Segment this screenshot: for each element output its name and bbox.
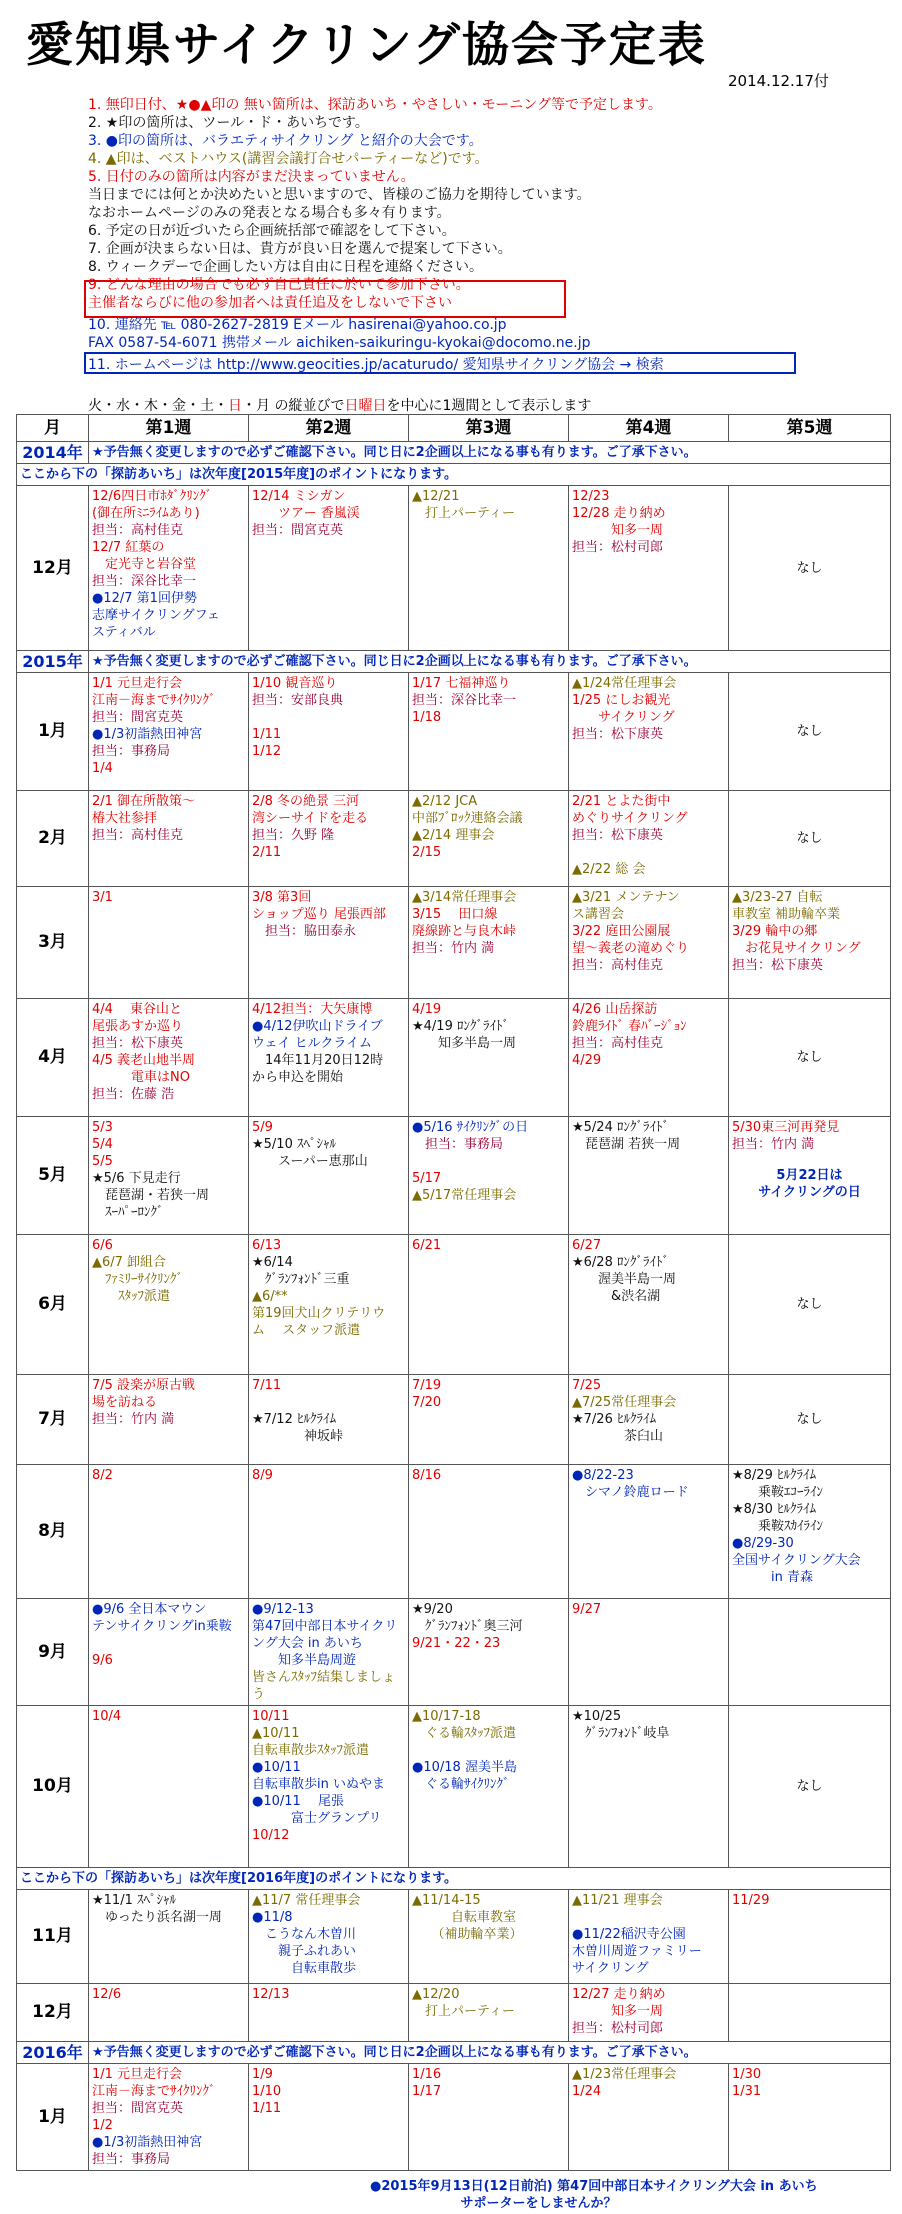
schedule-cell [409, 887, 569, 999]
footer-note: ●2015年9月13日(12日前泊) 第47回中部日本サイクリング大会 in あいち サポーターをしませんか？ [370, 2179, 818, 2211]
event: 2/8 冬の絶景 三河 湾シーサイドを走る [252, 794, 369, 826]
event: 担当：竹内 満 [412, 941, 495, 956]
schedule-cell [89, 1599, 249, 1706]
event: 5/3 5/4 5/5 [92, 1120, 113, 1169]
event: 担当：高村佳克 [572, 1036, 664, 1051]
event: ●11/8 こうなん木曽川 親子ふれあい 自転車散歩 [252, 1910, 357, 1976]
event: 9/21・22・23 [412, 1636, 501, 1651]
note-2: 2. ★印の箇所は、ツール・ド・あいちです。 [88, 115, 369, 131]
event: 6/27 [572, 1238, 602, 1253]
schedule-cell [249, 1117, 409, 1235]
event: 7/19 7/20 [412, 1378, 442, 1410]
event: 12/13 [252, 1987, 290, 2002]
note-7: 7. 企画が決まらない日は、貴方が良い日を選んで提案して下さい。 [88, 241, 512, 257]
week-legend [88, 395, 591, 415]
event: 担当：竹内 満 [92, 1412, 175, 1427]
schedule-cell [729, 1890, 891, 1984]
event: ★9/20 ｸﾞﾗﾝﾌｫﾝﾄﾞ奥三河 [412, 1602, 523, 1634]
schedule-cell [569, 673, 729, 791]
event: ★5/6 下見走行 琵琶湖・若狭一周 ｽｰﾊﾟｰﾛﾝｸﾞ [92, 1171, 210, 1220]
schedule-cell [569, 486, 729, 651]
schedule-cell [89, 2064, 249, 2171]
event: 6/13 [252, 1238, 282, 1253]
event: 担当：事務局 [92, 744, 171, 759]
event: ●1/3初詣熱田神宮 [92, 727, 203, 742]
month-row-mar [17, 887, 891, 999]
schedule-cell [89, 1465, 249, 1599]
event: ●9/12-13 第47回中部日本サイクリ ング大会 in あいち 知多半島周遊 [252, 1602, 398, 1668]
schedule-cell [249, 999, 409, 1117]
schedule-cell [249, 1375, 409, 1465]
year-notice: ★予告無く変更しますので必ずご確認下さい。同じ日に2企画以上になる事も有ります。ご了承下さい。 [89, 442, 891, 464]
event: 12/6 [92, 1987, 122, 2002]
event: ★10/25 ｸﾞﾗﾝﾌｫﾝﾄﾞ岐阜 [572, 1709, 670, 1741]
event: 担当：間宮克英 [252, 523, 344, 538]
event: 1/17 七福神巡り [412, 676, 511, 691]
event: ▲10/11 自転車散歩ｽﾀｯﾌ派遣 [252, 1726, 370, 1758]
point-note: ここから下の「探訪あいち」は次年度[2016年度]のポイントになります。 [17, 1868, 891, 1890]
event: ●8/22-23 シマノ鈴鹿ロード [572, 1468, 689, 1500]
schedule-cell [89, 1235, 249, 1375]
schedule-cell [409, 2064, 569, 2171]
event: 担当：間宮克英 [92, 2101, 184, 2116]
event: 担当：高村佳克 [92, 523, 184, 538]
event: ▲7/25常任理事会 [572, 1395, 677, 1410]
event: 1/16 1/17 [412, 2067, 442, 2099]
schedule-cell: なし [729, 791, 891, 887]
legend-sun: 日 [228, 398, 242, 414]
event: 1/2 [92, 2118, 113, 2133]
event: 5/30東三河再発見 [732, 1120, 840, 1135]
event: 9/6 [92, 1653, 113, 1668]
month-label: 8月 [17, 1465, 89, 1599]
event: 5月22日は サイクリングの日 [758, 1168, 861, 1200]
year-row-2015 [17, 651, 891, 673]
event: 3/1 [92, 890, 113, 905]
schedule-cell [409, 1465, 569, 1599]
schedule-cell [409, 1375, 569, 1465]
schedule-cell [89, 791, 249, 887]
year-label: 2016年 [17, 2042, 89, 2064]
event: 担当：松下康英 [92, 1036, 184, 1051]
event: ▲1/24常任理事会 [572, 676, 677, 691]
schedule-cell [409, 1984, 569, 2042]
event: 担当：脇田泰永 [252, 924, 357, 939]
event: 担当：深谷比幸一 [412, 693, 517, 708]
month-row-jan-2016 [17, 2064, 891, 2171]
event: ▲2/22 総 会 [572, 862, 646, 877]
event: 担当：久野 隆 [252, 828, 335, 843]
note-10-contact[interactable]: 10. 連絡先 ℡ 080-2627-2819 Eメール hasirenai@yahoo.co.jp [88, 317, 507, 333]
event: 2/11 [252, 845, 282, 860]
schedule-cell [409, 999, 569, 1117]
schedule-cell [569, 887, 729, 999]
event: 担当：竹内 満 [732, 1137, 815, 1152]
schedule-cell [89, 887, 249, 999]
event: 6/6 [92, 1238, 113, 1253]
month-label: 11月 [17, 1890, 89, 1984]
event: ●10/18 渥美半島 ぐる輪ｻｲｸﾘﾝｸﾞ [412, 1760, 517, 1792]
event: 7/5 設楽が原古戦 場を訪ねる [92, 1378, 196, 1410]
month-row-oct [17, 1706, 891, 1868]
schedule-cell [569, 1375, 729, 1465]
schedule-cell [729, 1984, 891, 2042]
event: ●4/12伊吹山ドライブ ウェイ ヒルクライム [252, 1019, 383, 1051]
note-9: 9. どんな理由の場合でも必ず自己責任に於いて参加下さい。 [88, 277, 470, 293]
event: ★5/10 ｽﾍﾟｼｬﾙ スーパー恵那山 [252, 1137, 368, 1169]
event: ▲3/21 メンテナン ス講習会 [572, 890, 680, 922]
legend-sunday: 日曜日 [344, 398, 387, 414]
month-label: 12月 [17, 1984, 89, 2042]
schedule-cell [729, 2064, 891, 2171]
schedule-cell [569, 999, 729, 1117]
event: 1/1 元旦走行会 江南－海までｻｲｸﾘﾝｸﾞ [92, 676, 216, 708]
month-row-apr [17, 999, 891, 1117]
schedule-cell [409, 673, 569, 791]
event: ★7/12 ﾋﾙｸﾗｲﾑ 神坂峠 [252, 1412, 344, 1444]
month-label: 1月 [17, 2064, 89, 2171]
event: 11/29 [732, 1893, 770, 1908]
event: 5/17 [412, 1171, 442, 1186]
note-9-detail: 主催者ならびに他の参加者へは責任追及をしないで下さい [88, 295, 452, 311]
note-11-homepage[interactable]: 11. ホームページは http://www.geocities.jp/acaturudo/ 愛知県サイクリング協会 → 検索 [88, 357, 664, 373]
schedule-cell [89, 486, 249, 651]
month-label: 5月 [17, 1117, 89, 1235]
schedule-cell [89, 1706, 249, 1868]
event: ★8/29 ﾋﾙｸﾗｲﾑ 乗鞍ｴｺｰﾗｲﾝ ★8/30 ﾋﾙｸﾗｲﾑ 乗鞍ｽｶｲﾗｲﾝ [732, 1468, 824, 1534]
event: ●1/3初詣熱田神宮 [92, 2135, 203, 2150]
event: ▲12/21 打上パーティー [412, 489, 515, 521]
schedule-cell [569, 2064, 729, 2171]
schedule-cell [89, 673, 249, 791]
schedule-cell [569, 1706, 729, 1868]
month-label: 1月 [17, 673, 89, 791]
schedule-cell [249, 1599, 409, 1706]
month-row-nov [17, 1890, 891, 1984]
event: 8/2 [92, 1468, 113, 1483]
note-3: 3. ●印の箇所は、バラエティサイクリング と紹介の大会です。 [88, 133, 483, 149]
schedule-cell [249, 1465, 409, 1599]
schedule-cell [729, 887, 891, 999]
schedule-cell [409, 1706, 569, 1868]
schedule-cell [409, 1117, 569, 1235]
event: 担当：間宮克英 [92, 710, 184, 725]
month-row-aug [17, 1465, 891, 1599]
event: 3/22 庭田公園展 望～義老の滝めぐり [572, 924, 690, 956]
year-label: 2015年 [17, 651, 89, 673]
event: ★4/19 ﾛﾝｸﾞﾗｲﾄﾞ 知多半島一周 [412, 1019, 517, 1051]
header-month: 月 [17, 415, 89, 442]
schedule-cell [249, 2064, 409, 2171]
month-row-feb [17, 791, 891, 887]
schedule-cell: なし [729, 1375, 891, 1465]
note-5-detail: 当日までには何とか決めたいと思いますので、皆様のご協力を期待しています。 [88, 187, 591, 203]
schedule-cell [409, 1890, 569, 1984]
schedule-cell: なし [729, 1235, 891, 1375]
schedule-cell [89, 1984, 249, 2042]
header-week5: 第5週 [729, 415, 891, 442]
event: ●9/6 全日本マウン テンサイクリングin乗鞍 [92, 1602, 232, 1634]
month-label: 12月 [17, 486, 89, 651]
event: 5/9 [252, 1120, 273, 1135]
event: ★6/14 ｸﾞﾗﾝﾌｫﾝﾄﾞ三重 [252, 1255, 350, 1287]
schedule-cell [569, 791, 729, 887]
note-6: 6. 予定の日が近づいたら企画統括部で確認をして下さい。 [88, 223, 456, 239]
event: ▲6/** 第19回犬山クリテリウ ム スタッフ派遣 [252, 1289, 386, 1338]
event: 4/26 山岳探訪 鈴鹿ﾗｲﾄﾞ 春ﾊﾞｰｼﾞｮﾝ [572, 1002, 687, 1034]
event: 担当：事務局 [92, 2152, 171, 2167]
note-1: 1. 無印日付、★●▲印の 無い箇所は、探訪あいち・やさしい・モーニング等で予定します。 [88, 97, 662, 113]
event: ●12/7 第1回伊勢 志摩サイクリングフェ スティバル [92, 591, 220, 640]
event: 担当：佐藤 浩 [92, 1087, 175, 1102]
schedule-cell [89, 1375, 249, 1465]
schedule-cell [409, 486, 569, 651]
notes-list [88, 96, 664, 374]
event: 皆さんｽﾀｯﾌ結集しましょう [252, 1670, 396, 1702]
month-row-dec-2015 [17, 1984, 891, 2042]
event: ●10/11 自転車散歩in いぬやま ●10/11 尾張 富士グランプリ [252, 1760, 385, 1826]
event: 担当：高村佳克 [92, 828, 184, 843]
legend-mid: ・月 の縦並びで [242, 398, 345, 414]
event: 4/4 東谷山と 尾張あすか巡り [92, 1002, 184, 1034]
event: 2/21 とよた街中 めぐりサイクリング [572, 794, 688, 826]
event: ▲11/7 常任理事会 [252, 1893, 361, 1908]
schedule-cell [409, 791, 569, 887]
event: ▲10/17-18 ぐる輪ｽﾀｯﾌ派遣 [412, 1709, 517, 1741]
event: 担当：高村佳克 [572, 958, 664, 973]
schedule-cell: なし [729, 673, 891, 791]
event: 1/4 [92, 761, 113, 776]
event: ▲3/23-27 自転 車教室 補助輪卒業 [732, 890, 841, 922]
event: 1/24 [572, 2084, 602, 2099]
month-label: 6月 [17, 1235, 89, 1375]
schedule-cell [569, 1235, 729, 1375]
schedule-cell [729, 1599, 891, 1706]
event: 3/29 輪中の郷 お花見サイクリング [732, 924, 861, 956]
event: 12/7 紅葉の 定光寺と岩谷堂 [92, 540, 197, 572]
event: ●8/29-30 全国サイクリング大会 in 青森 [732, 1536, 861, 1585]
month-row-jan-2015 [17, 673, 891, 791]
schedule-cell [249, 791, 409, 887]
note-4: 4. ▲印は、ベストハウス(講習会議打合せパーティーなど)です。 [88, 151, 489, 167]
event: 4/19 [412, 1002, 442, 1017]
year-notice: ★予告無く変更しますので必ずご確認下さい。同じ日に2企画以上になる事も有ります。ご了承下さい。 [89, 2042, 891, 2064]
header-week4: 第4週 [569, 415, 729, 442]
event: ★6/28 ﾛﾝｸﾞﾗｲﾄﾞ 渥美半島一周 &渋名湖 [572, 1255, 677, 1304]
event: 10/4 [92, 1709, 122, 1724]
event: 14年11月20日12時 から申込を開始 [252, 1053, 384, 1085]
schedule-cell [569, 1890, 729, 1984]
event: 12/14 ミシガン ツアー 香嵐渓 [252, 489, 360, 521]
event: ●5/16 ｻｲｸﾘﾝｸﾞの日 [412, 1120, 529, 1135]
header-week1: 第1週 [89, 415, 249, 442]
schedule-cell: なし [729, 1706, 891, 1868]
schedule-cell [89, 1890, 249, 1984]
page-title: 愛知県サイクリング協会予定表 [26, 18, 707, 73]
event: 12/6四日市ﾎﾀﾞｸﾘﾝｸﾞ (御在所ﾐﾆﾗｲﾑあり) [92, 489, 213, 521]
event: ▲1/23常任理事会 [572, 2067, 677, 2082]
year-label: 2014年 [17, 442, 89, 464]
event: 担当：深谷比幸一 [92, 574, 197, 589]
point-row-2015 [17, 464, 891, 486]
schedule-cell [249, 1706, 409, 1868]
event: ▲3/14常任理事会 [412, 890, 517, 905]
event: 8/16 [412, 1468, 442, 1483]
event: 担当：松村司郎 [572, 2021, 664, 2036]
schedule-cell [569, 1984, 729, 2042]
event: 9/27 [572, 1602, 602, 1617]
event: ▲6/7 卸組合 ﾌｧﾐﾘｰｻｲｸﾘﾝｸﾞ ｽﾀｯﾌ派遣 [92, 1255, 184, 1304]
month-label: 4月 [17, 999, 89, 1117]
schedule-cell [89, 999, 249, 1117]
event: 4/5 義老山地半周 電車はNO [92, 1053, 196, 1085]
schedule-table [16, 414, 891, 2171]
event: 12/23 12/28 走り納め 知多一周 [572, 489, 666, 538]
schedule-cell [729, 1465, 891, 1599]
event: 4/29 [572, 1053, 602, 1068]
event: ▲5/17常任理事会 [412, 1188, 517, 1203]
event: 1/9 1/10 1/11 [252, 2067, 282, 2116]
event: 1/25 にしお観光 サイクリング [572, 693, 675, 725]
event: 7/25 [572, 1378, 602, 1393]
schedule-cell: なし [729, 486, 891, 651]
schedule-cell [569, 1599, 729, 1706]
month-row-dec-2014 [17, 486, 891, 651]
schedule-cell [249, 887, 409, 999]
month-row-may [17, 1117, 891, 1235]
event: ★11/1 ｽﾍﾟｼｬﾙ ゆったり浜名湖一周 [92, 1893, 222, 1925]
event: 1/11 1/12 [252, 727, 282, 759]
month-label: 3月 [17, 887, 89, 999]
note-5: 5. 日付のみの箇所は内容がまだ決まっていません。 [88, 169, 415, 185]
schedule-cell [569, 1465, 729, 1599]
event: 3/8 第3回 ショップ巡り 尾張西部 [252, 890, 386, 922]
year-notice: ★予告無く変更しますので必ずご確認下さい。同じ日に2企画以上になる事も有ります。ご了承下さい。 [89, 651, 891, 673]
schedule-cell [409, 1235, 569, 1375]
schedule-cell [409, 1599, 569, 1706]
note-10-contact-2[interactable]: FAX 0587-54-6071 携帯メール aichiken-saikuringu-kyokai@docomo.ne.jp [88, 335, 591, 351]
year-row-2016 [17, 2042, 891, 2064]
event: 担当：安部良典 [252, 693, 344, 708]
event: 2/1 御在所散策～ 椿大社参拝 [92, 794, 196, 826]
event: 1/30 1/31 [732, 2067, 762, 2099]
event: 4/12担当：大矢康博 [252, 1002, 373, 1017]
event: ★7/26 ﾋﾙｸﾗｲﾑ 茶臼山 [572, 1412, 664, 1444]
event: ▲12/20 打上パーティー [412, 1987, 515, 2019]
event: ▲11/21 理事会 [572, 1893, 663, 1908]
event: 12/27 走り納め 知多一周 [572, 1987, 666, 2019]
month-row-jun [17, 1235, 891, 1375]
event: 10/12 [252, 1828, 290, 1843]
month-row-jul [17, 1375, 891, 1465]
event: 2/15 [412, 845, 442, 860]
issue-date: 2014.12.17付 [728, 72, 829, 90]
legend-days: 火・水・木・金・土・ [88, 398, 228, 414]
event: 7/11 [252, 1378, 282, 1393]
schedule-cell [89, 1117, 249, 1235]
point-note: ここから下の「探訪あいち」は次年度[2015年度]のポイントになります。 [17, 464, 891, 486]
event: 担当：松下康英 [572, 828, 664, 843]
header-week2: 第2週 [249, 415, 409, 442]
event: 8/9 [252, 1468, 273, 1483]
schedule-cell [249, 486, 409, 651]
event: 1/1 元旦走行会 江南－海までｻｲｸﾘﾝｸﾞ [92, 2067, 216, 2099]
point-row-2016 [17, 1868, 891, 1890]
event: 担当：事務局 [412, 1137, 504, 1152]
schedule-cell [249, 1235, 409, 1375]
schedule-cell [249, 673, 409, 791]
note-8: 8. ウィークデーで企画したい方は自由に日程を連絡ください。 [88, 259, 483, 275]
month-label: 2月 [17, 791, 89, 887]
event: ★5/24 ﾛﾝｸﾞﾗｲﾄﾞ 琵琶湖 若狭一周 [572, 1120, 681, 1152]
schedule-cell [249, 1890, 409, 1984]
schedule-cell [249, 1984, 409, 2042]
month-label: 7月 [17, 1375, 89, 1465]
schedule-cell: なし [729, 999, 891, 1117]
header-row [17, 415, 891, 442]
event: 1/10 観音巡り [252, 676, 338, 691]
schedule-cell [729, 1117, 891, 1235]
event: 3/15 田口線 廃線跡と与良木峠 [412, 907, 517, 939]
month-row-sep [17, 1599, 891, 1706]
event: 担当：松下康英 [572, 727, 664, 742]
month-label: 9月 [17, 1599, 89, 1706]
note-5-detail-2: なおホームページのみの発表となる場合も多々有ります。 [88, 205, 451, 221]
event: ▲11/14-15 自転車教室 （補助輪卒業） [412, 1893, 523, 1942]
event: 1/18 [412, 710, 442, 725]
legend-post: を中心に1週間として表示します [386, 398, 592, 414]
month-label: 10月 [17, 1706, 89, 1868]
schedule-cell [569, 1117, 729, 1235]
event: 10/11 [252, 1709, 290, 1724]
event: ●11/22稲沢寺公園 木曽川周遊ファミリー サイクリング [572, 1927, 702, 1976]
event: 担当：松村司郎 [572, 540, 664, 555]
event: 6/21 [412, 1238, 442, 1253]
header-week3: 第3週 [409, 415, 569, 442]
event: ▲2/12 JCA 中部ﾌﾞﾛｯｸ連絡会議 ▲2/14 理事会 [412, 794, 523, 843]
year-row-2014 [17, 442, 891, 464]
event: 担当：松下康英 [732, 958, 824, 973]
